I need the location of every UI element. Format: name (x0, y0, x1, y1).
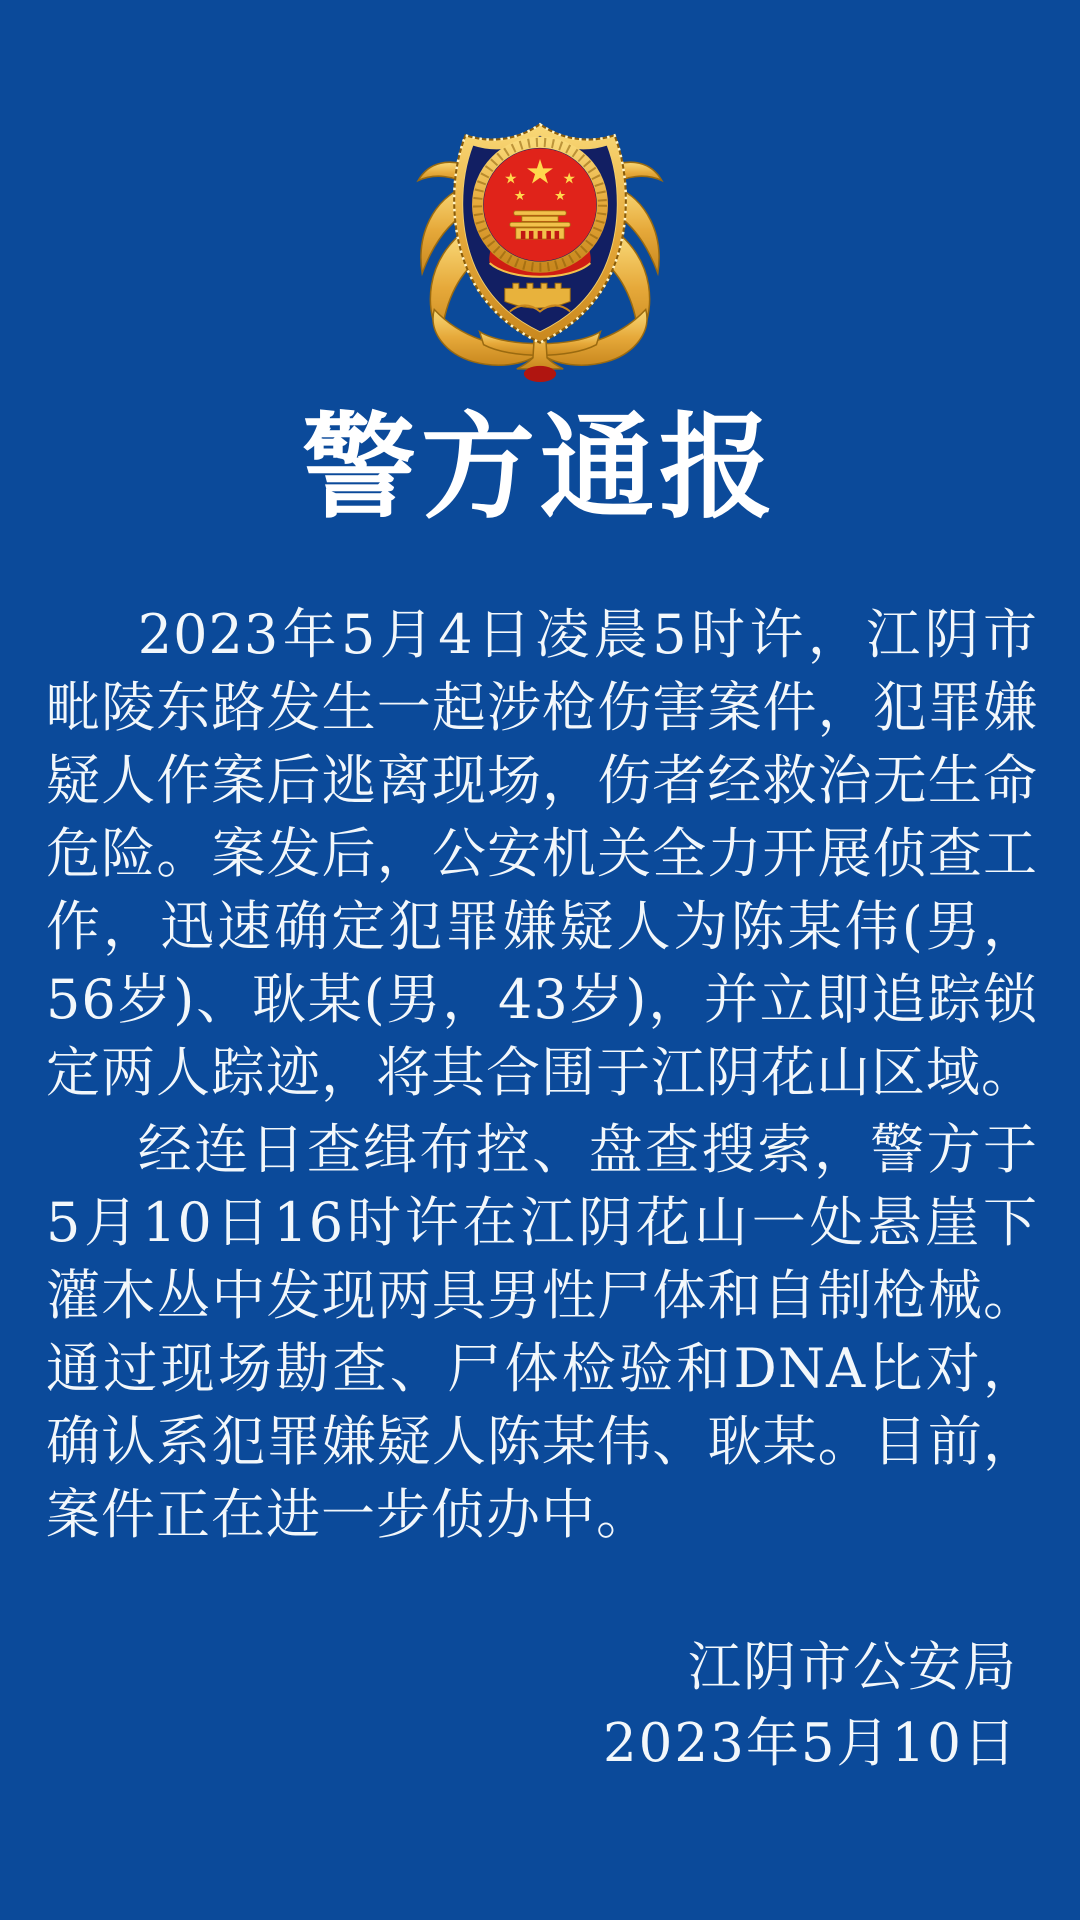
china-police-badge-icon (406, 94, 674, 386)
page-title: 警方通报 (301, 400, 778, 534)
notice-paragraph-1: 2023年5月4日凌晨5时许，江阴市毗陵东路发生一起涉枪伤害案件，犯罪嫌疑人作案后逃离现场，伤者经救治无生命危险。案发后，公安机关全力开展侦查工作，迅速确定犯罪嫌疑人为陈某伟(男，56岁)、耿某(男，43岁)，并立即追踪锁定两人踪迹，将其合围于江阴花山区域。 (46, 603, 1038, 1104)
police-badge (406, 94, 674, 386)
signature-date: 2023年5月10日 (602, 1713, 1018, 1774)
notice-paragraph-2: 经连日查缉布控、盘查搜索，警方于5月10日16时许在江阴花山一处悬崖下灌木丛中发现两具男性尸体和自制枪械。通过现场勘查、尸体检验和DNA比对，确认系犯罪嫌疑人陈某伟、耿某。目前，案件正在进一步侦办中。 (46, 1118, 1038, 1546)
notice-body (46, 598, 1038, 1551)
national-emblem-icon (478, 142, 603, 267)
signature-issuer: 江阴市公安局 (688, 1637, 1018, 1698)
signature-block (603, 1630, 1018, 1782)
